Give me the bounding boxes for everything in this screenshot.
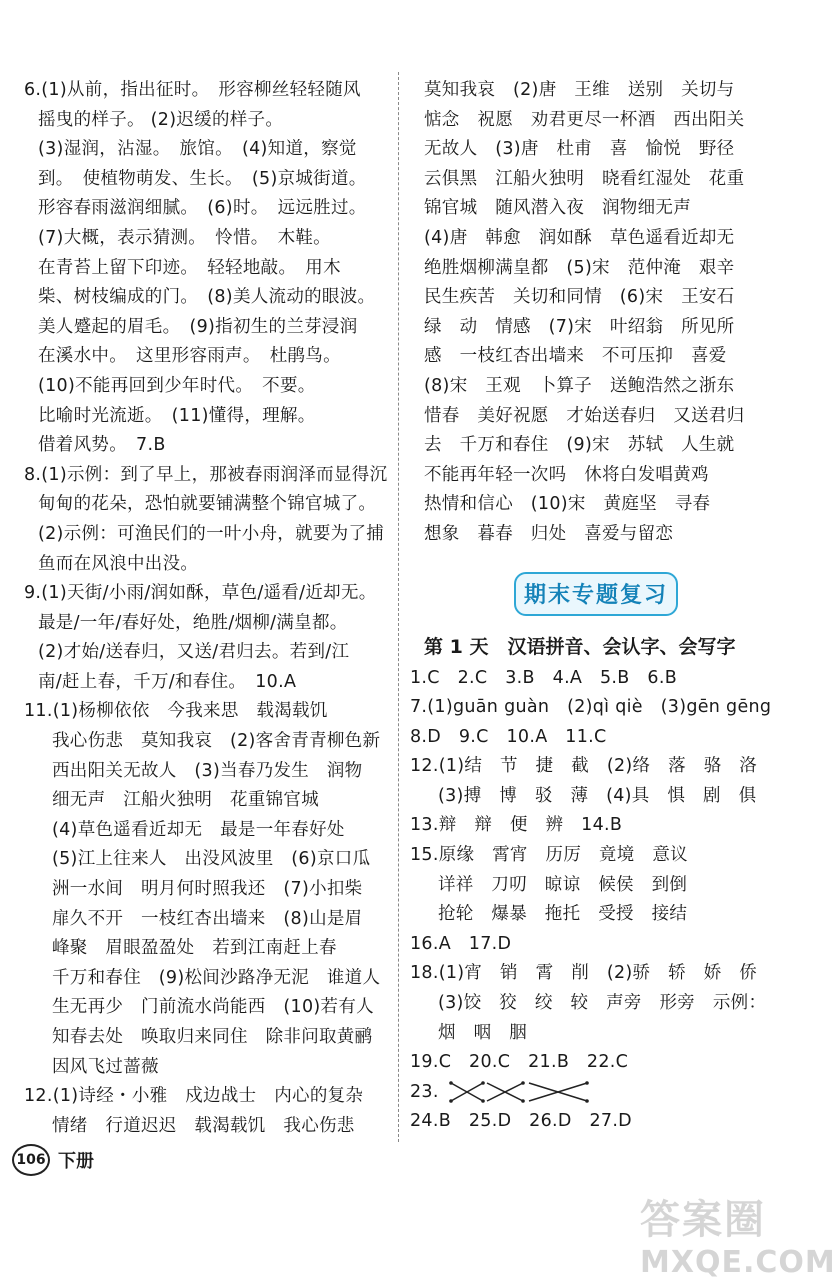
answer-line: 24.B 25.D 26.D 27.D — [410, 1111, 632, 1132]
answer-line: 去 千万和春住 (9)宋 苏轼 人生就 — [424, 435, 735, 456]
answer-line: (2)示例：可渔民们的一叶小舟，就要为了捕 — [38, 523, 385, 544]
answer-line: 详祥 刀叨 晾谅 候侯 到倒 — [438, 874, 688, 895]
answer-line: 千万和春住 (9)松间沙路净无泥 谁道人 — [52, 967, 381, 988]
answer-line: 1.C 2.C 3.B 4.A 5.B 6.B — [410, 667, 678, 688]
answer-line: 情绪 行道迟迟 载渴载饥 我心伤悲 — [52, 1115, 355, 1136]
answer-line: 锦官城 随风潜入夜 润物细无声 — [424, 198, 691, 219]
book-label: 下册 — [58, 1151, 94, 1172]
answer-line: 扉久不开 一枝红杏出墙来 (8)山是眉 — [52, 908, 363, 929]
answer-line: 我心伤悲 莫知我哀 (2)客舍青青柳色新 — [52, 731, 381, 752]
answer-line: 美人蹙起的眉毛。 (9)指初生的兰芽浸润 — [38, 316, 358, 337]
answer-line: 18.(1)宵 销 霄 削 (2)骄 轿 娇 侨 — [410, 963, 758, 984]
answer-line: 在青苔上留下印迹。 轻轻地敲。 用木 — [38, 257, 341, 278]
answer-line: (3)饺 狡 绞 较 声旁 形旁 示例： — [438, 993, 767, 1014]
answer-line-matching — [410, 1078, 782, 1108]
answer-line: 惜春 美好祝愿 才始送春归 又送君归 — [424, 405, 745, 426]
answer-line: 莫知我哀 (2)唐 王维 送别 关切与 — [424, 80, 735, 100]
answer-line: 16.A 17.D — [410, 933, 512, 954]
answer-line: 13.辩 辩 便 辨 14.B — [410, 815, 623, 836]
page-footer — [12, 1144, 94, 1176]
answer-line: 摇曳的样子。 (2)迟缓的样子。 — [38, 109, 284, 130]
answer-line: (8)宋 王观 卜算子 送鲍浩然之浙东 — [424, 375, 735, 396]
answer-line: 12.(1)诗经・小雅 戍边战士 内心的复杂 — [24, 1086, 364, 1107]
answer-line: 不能再年轻一次吗 休将白发唱黄鸡 — [424, 464, 709, 485]
answer-line: 烟 咽 胭 — [438, 1022, 527, 1043]
answer-line: 借着风势。 7.B — [38, 435, 166, 456]
answer-line: 热情和信心 (10)宋 黄庭坚 寻春 — [424, 494, 711, 515]
answer-line: 6.(1)从前，指出征时。 形容柳丝轻轻随风 — [24, 80, 361, 100]
answer-line: 惦念 祝愿 劝君更尽一杯酒 西出阳关 — [424, 109, 745, 130]
left-column — [24, 76, 386, 1141]
watermark-bottom: MXQE.COM — [640, 1245, 836, 1280]
answer-line: (10)不能再回到少年时代。 不要。 — [38, 375, 316, 396]
answer-line: 形容春雨滋润细腻。 (6)时。 远远胜过。 — [38, 198, 367, 219]
answer-line: (2)才始/送春归，又送/君归去。若到/江 — [38, 642, 350, 663]
answer-line: 无故人 (3)唐 杜甫 喜 愉悦 野径 — [424, 139, 735, 160]
answer-line: 抢轮 爆暴 拖托 受授 接结 — [438, 904, 688, 925]
answer-line: 柴、树枝编成的门。 (8)美人流动的眼波。 — [38, 287, 376, 308]
answer-line: 知春去处 唤取归来同住 除非问取黄鹂 — [52, 1027, 373, 1047]
answer-line: 民生疾苦 关切和同情 (6)宋 王安石 — [424, 287, 735, 308]
review-section-banner — [514, 572, 678, 616]
answer-line: 8.(1)示例：到了早上，那被春雨润泽而显得沉 — [24, 464, 388, 485]
answer-line: (7)大概，表示猜测。 怜惜。 木鞋。 — [38, 227, 331, 248]
answer-line: 感 一枝红杏出墙来 不可压抑 喜爱 — [424, 346, 727, 367]
answer-line: 甸甸的花朵，恐怕就要铺满整个锦官城了。 — [38, 494, 377, 515]
watermark-logo — [640, 1188, 836, 1280]
answer-line: 细无声 江船火独明 花重锦官城 — [52, 790, 319, 811]
page-number: 106 — [12, 1144, 50, 1176]
right-column — [410, 76, 782, 1137]
answer-line: (4)草色遥看近却无 最是一年春好处 — [52, 819, 345, 840]
answer-line: 鱼而在风浪中出没。 — [38, 553, 199, 574]
answer-line: 南/赶上春，千万/和春住。 10.A — [38, 671, 297, 692]
answer-line: 峰聚 眉眼盈盈处 若到江南赶上春 — [52, 938, 337, 959]
answer-line: (4)唐 韩愈 润如酥 草色遥看近却无 — [424, 227, 735, 248]
review-section-title: 期末专题复习 — [523, 583, 668, 608]
day1-heading: 第 1 天 汉语拼音、会认字、会写字 — [424, 635, 736, 658]
answer-line: 西出阳关无故人 (3)当春乃发生 润物 — [52, 760, 363, 781]
answer-line: 比喻时光流逝。 (11)懂得，理解。 — [38, 405, 316, 426]
answer-line: 12.(1)结 节 捷 截 (2)络 落 骆 洛 — [410, 756, 758, 777]
matching-lines-diagram — [447, 1079, 597, 1105]
answer-line: 绝胜烟柳满皇都 (5)宋 范仲淹 艰辛 — [424, 257, 735, 278]
answer-line: 19.C 20.C 21.B 22.C — [410, 1052, 629, 1073]
q23-label: 23. — [410, 1081, 439, 1102]
answer-line: 7.(1)guān guàn (2)qì qiè (3)gēn gēng — [410, 697, 772, 718]
answer-line: (3)湿润，沾湿。 旅馆。 (4)知道，察觉 — [38, 139, 357, 160]
answer-line: 因风飞过蔷薇 — [52, 1056, 159, 1077]
column-divider — [398, 72, 399, 1142]
answer-line: 生无再少 门前流水尚能西 (10)若有人 — [52, 997, 374, 1018]
answer-line: 云俱黑 江船火独明 晓看红湿处 花重 — [424, 168, 745, 189]
answer-line: (3)搏 博 驳 薄 (4)具 惧 剧 俱 — [438, 785, 757, 806]
answer-line: 绿 动 情感 (7)宋 叶绍翁 所见所 — [424, 316, 735, 337]
answer-line: 11.(1)杨柳依依 今我来思 载渴载饥 — [24, 701, 328, 722]
answer-line: 最是/一年/春好处，绝胜/烟柳/满皇都。 — [38, 612, 348, 633]
watermark-top: 答案圈 — [640, 1197, 766, 1243]
answer-line: 15.原缘 霄宵 历厉 竟境 意议 — [410, 845, 688, 866]
answer-line: 想象 暮春 归处 喜爱与留恋 — [424, 523, 674, 544]
answer-line: (5)江上往来人 出没风波里 (6)京口瓜 — [52, 849, 371, 870]
answer-line: 到。 使植物萌发、生长。 (5)京城街道。 — [38, 168, 367, 189]
answer-line: 8.D 9.C 10.A 11.C — [410, 726, 607, 747]
answer-line: 9.(1)天街/小雨/润如酥，草色/遥看/近却无。 — [24, 583, 377, 604]
answer-line: 在溪水中。 这里形容雨声。 杜鹃鸟。 — [38, 346, 341, 367]
answer-line: 洲一水间 明月何时照我还 (7)小扣柴 — [52, 879, 363, 900]
